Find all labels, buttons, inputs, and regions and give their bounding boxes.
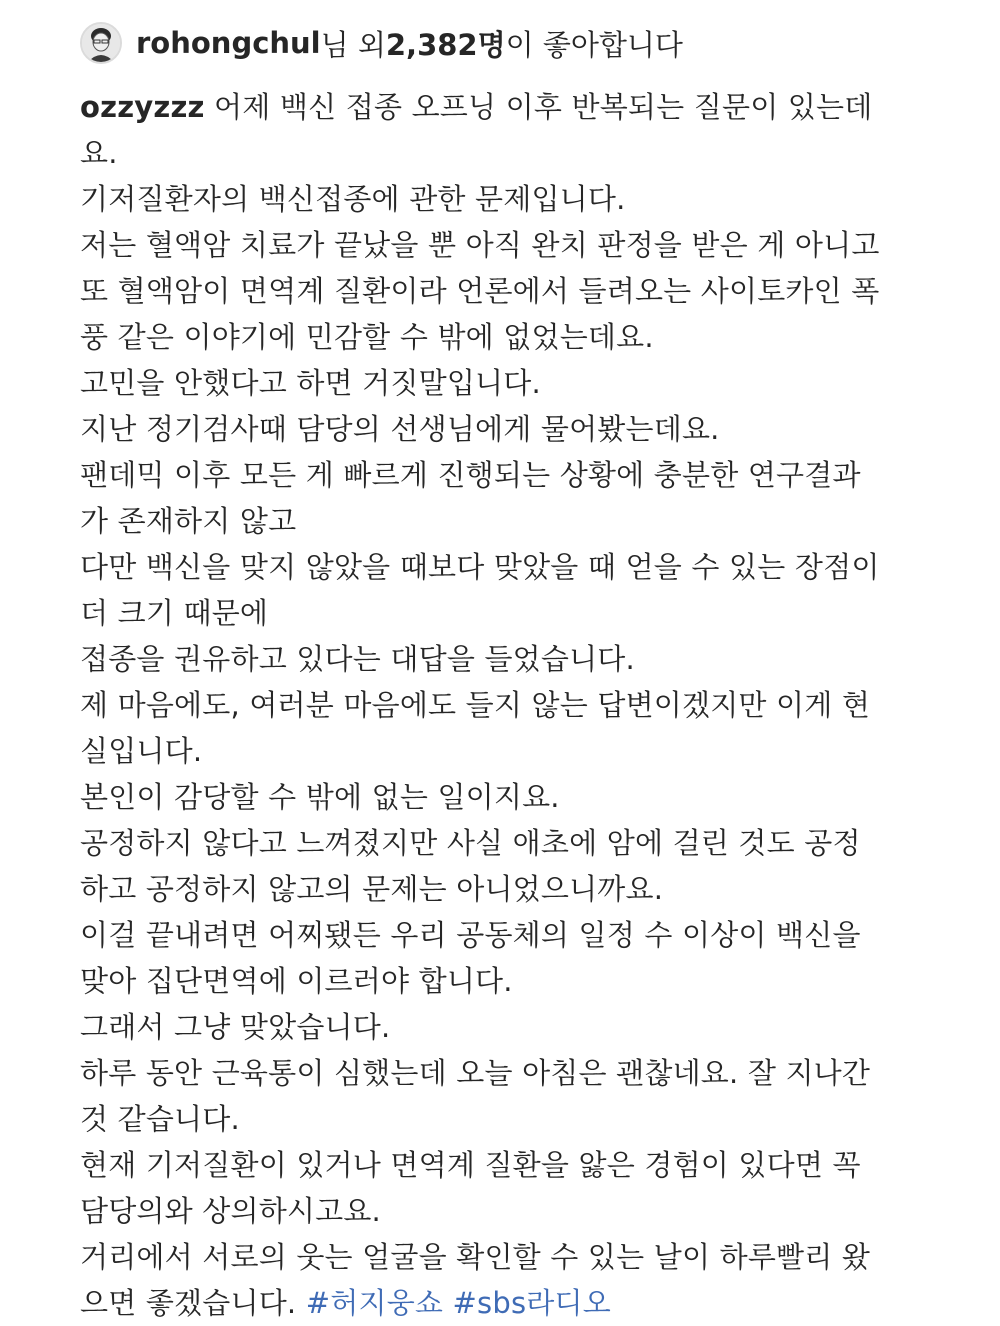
caption-body: [80, 84, 960, 1326]
caption-line: 것 같습니다.: [80, 1102, 240, 1136]
caption-last-line: [80, 1280, 960, 1326]
caption-line: 실입니다.: [80, 734, 203, 768]
likes-summary: [80, 14, 960, 72]
likes-count-link[interactable]: 2,382명: [385, 27, 506, 62]
caption-line: 맞아 집단면역에 이르러야 합니다.: [80, 964, 513, 998]
likes-tail-text: 이 좋아합니다: [505, 27, 683, 62]
caption-line: 지난 정기검사때 담당의 선생님에게 물어봤는데요.: [80, 412, 720, 446]
caption-line: 풍 같은 이야기에 민감할 수 밖에 없었는데요.: [80, 320, 654, 354]
caption-line: 접종을 권유하고 있다는 대답을 들었습니다.: [80, 642, 635, 676]
caption-line: 현재 기저질환이 있거나 면역계 질환을 앓은 경험이 있다면 꼭: [80, 1148, 861, 1182]
caption-line: 하루 동안 근육통이 심했는데 오늘 아침은 괜찮네요. 잘 지나간: [80, 1056, 871, 1090]
caption-first-line-text: 어제 백신 접종 오프닝 이후 반복되는 질문이 있는데: [204, 90, 873, 124]
liker-username-link[interactable]: rohongchul: [136, 26, 321, 60]
caption-line: 고민을 안했다고 하면 거짓말입니다.: [80, 366, 541, 400]
caption-line: 공정하지 않다고 느껴졌지만 사실 애초에 암에 걸린 것도 공정: [80, 826, 861, 860]
caption-line: 저는 혈액암 치료가 끝났을 뿐 아직 완치 판정을 받은 게 아니고: [80, 228, 880, 262]
avatar-icon[interactable]: [80, 22, 122, 64]
caption-first-line: [80, 84, 960, 130]
caption-line: 거리에서 서로의 웃는 얼굴을 확인할 수 있는 날이 하루빨리 왔: [80, 1240, 871, 1274]
caption-line: 기저질환자의 백신접종에 관한 문제입니다.: [80, 182, 626, 216]
caption-line: 하고 공정하지 않고의 문제는 아니었으니까요.: [80, 872, 664, 906]
likes-mid-text: 님 외: [320, 27, 386, 62]
caption-line: 가 존재하지 않고: [80, 504, 297, 538]
caption-line: 본인이 감당할 수 밖에 없는 일이지요.: [80, 780, 560, 814]
caption-line: 팬데믹 이후 모든 게 빠르게 진행되는 상황에 충분한 연구결과: [80, 458, 861, 492]
caption-line: 담당의와 상의하시고요.: [80, 1194, 381, 1228]
author-username-link[interactable]: ozzyzzz: [80, 90, 205, 124]
caption-line: 제 마음에도, 여러분 마음에도 들지 않는 답변이겠지만 이게 현: [80, 688, 871, 722]
caption-line: 그래서 그냥 맞았습니다.: [80, 1010, 391, 1044]
caption-last-line-text: 으면 좋겠습니다.: [80, 1286, 306, 1320]
caption-line: 또 혈액암이 면역계 질환이라 언론에서 들려오는 사이토카인 폭: [80, 274, 880, 308]
caption-line: 이걸 끝내려면 어찌됐든 우리 공동체의 일정 수 이상이 백신을: [80, 918, 861, 952]
hashtag-link[interactable]: #허지웅쇼: [305, 1286, 444, 1320]
caption-line: 다만 백신을 맞지 않았을 때보다 맞았을 때 얻을 수 있는 장점이: [80, 550, 880, 584]
caption-line: 더 크기 때문에: [80, 596, 269, 630]
person-avatar-icon: [82, 24, 120, 62]
hashtag-link[interactable]: #sbs라디오: [452, 1286, 611, 1320]
caption-line: 요.: [80, 136, 118, 170]
